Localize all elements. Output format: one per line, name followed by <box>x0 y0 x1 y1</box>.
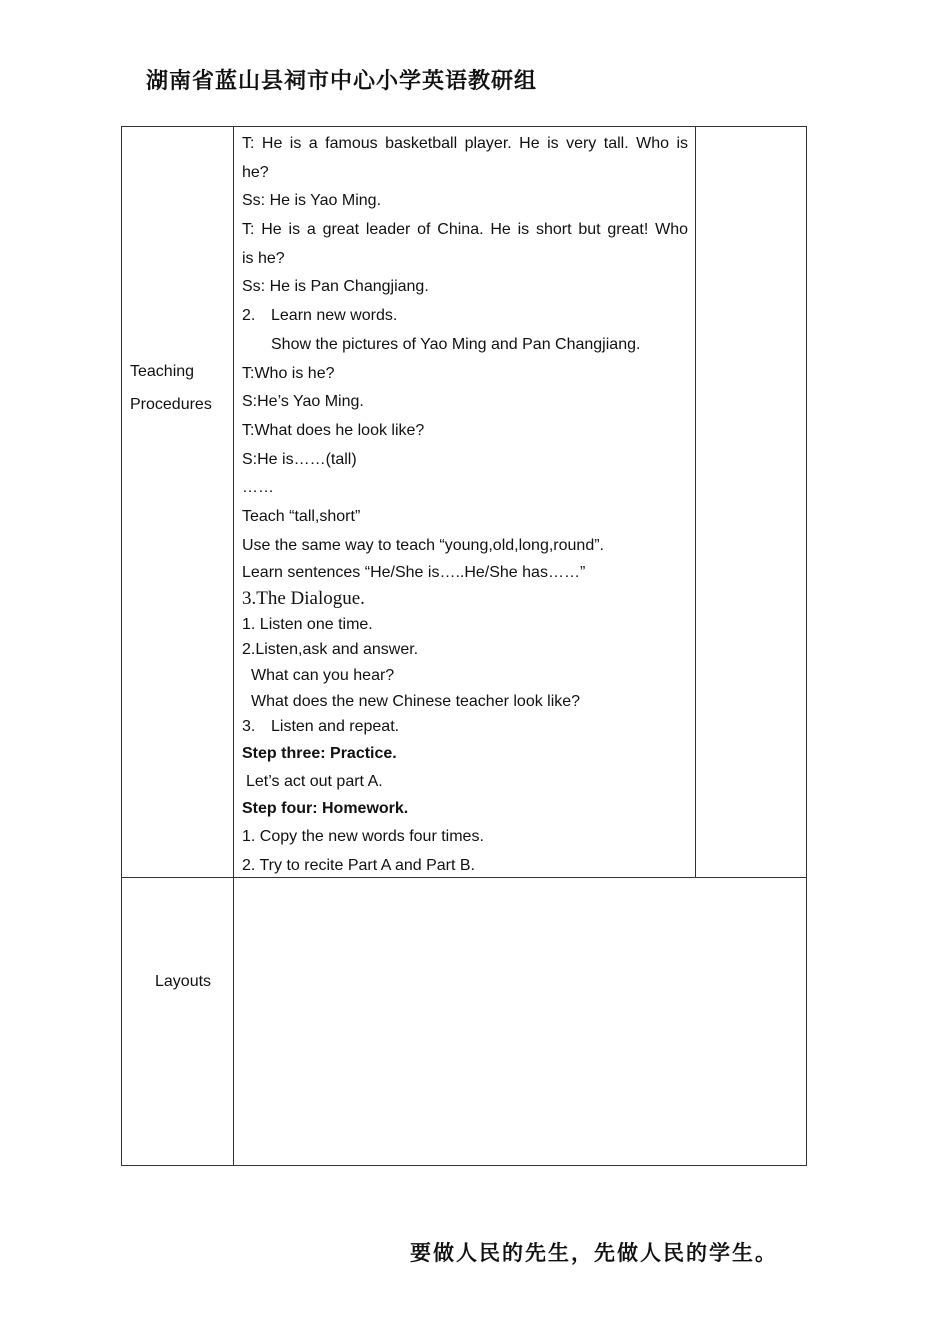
procedure-list-item <box>242 302 688 331</box>
page-header-title: 湖南省蓝山县祠市中心小学英语教研组 <box>146 68 538 94</box>
procedure-line: …… <box>242 479 274 497</box>
list-number: 2. <box>242 307 256 325</box>
procedure-section-heading: 3.The Dialogue. <box>242 588 365 609</box>
procedure-line: T: He is a great leader of China. He is short but great! Who <box>242 221 688 239</box>
procedure-line: What can you hear? <box>251 667 395 685</box>
procedure-step-heading: Step three: Practice. <box>242 745 397 763</box>
procedure-line: Learn sentences “He/She is…..He/She has……” <box>242 564 586 582</box>
footer-motto: 要做人民的先生，先做人民的学生。 <box>410 1240 778 1265</box>
procedure-line: 2. Try to recite Part A and Part B. <box>242 856 475 874</box>
list-item-text: Learn new words. <box>271 307 398 325</box>
teaching-procedures-label-line1: Teaching <box>130 363 195 380</box>
procedure-line: is he? <box>242 249 285 267</box>
procedure-line: he? <box>242 163 269 181</box>
procedure-line: 1. Listen one time. <box>242 615 373 633</box>
table-column-divider-1 <box>233 126 234 1166</box>
procedure-line: S:He’s Yao Ming. <box>242 393 364 411</box>
procedure-line: Use the same way to teach “young,old,long,round”. <box>242 536 604 554</box>
procedure-line: Ss: He is Pan Changjiang. <box>242 278 429 296</box>
procedure-line: Show the pictures of Yao Ming and Pan Changjiang. <box>271 335 641 353</box>
procedure-line: T: He is a famous basketball player. He is very tall. Who is <box>242 135 688 152</box>
procedure-step-heading: Step four: Homework. <box>242 799 409 817</box>
list-item-text: Listen and repeat. <box>271 718 400 736</box>
table-column-divider-2 <box>695 126 696 878</box>
procedure-list-item <box>242 714 688 740</box>
teaching-procedures-label <box>130 355 212 421</box>
layouts-label: Layouts <box>155 973 212 990</box>
procedure-line: S:He is……(tall) <box>242 450 357 468</box>
procedure-line: Ss: He is Yao Ming. <box>242 192 382 210</box>
procedure-line: What does the new Chinese teacher look like? <box>251 692 581 710</box>
procedure-line: 2.Listen,ask and answer. <box>242 641 419 659</box>
procedure-line: 1. Copy the new words four times. <box>242 828 484 846</box>
procedure-line: Let’s act out part A. <box>246 772 383 790</box>
teaching-procedures-content <box>242 130 688 881</box>
procedure-line: Teach “tall,short” <box>242 507 361 525</box>
procedure-line: T:Who is he? <box>242 364 335 382</box>
teaching-procedures-label-line2: Procedures <box>130 396 212 413</box>
list-number: 3. <box>242 718 256 736</box>
procedure-line: T:What does he look like? <box>242 421 425 439</box>
